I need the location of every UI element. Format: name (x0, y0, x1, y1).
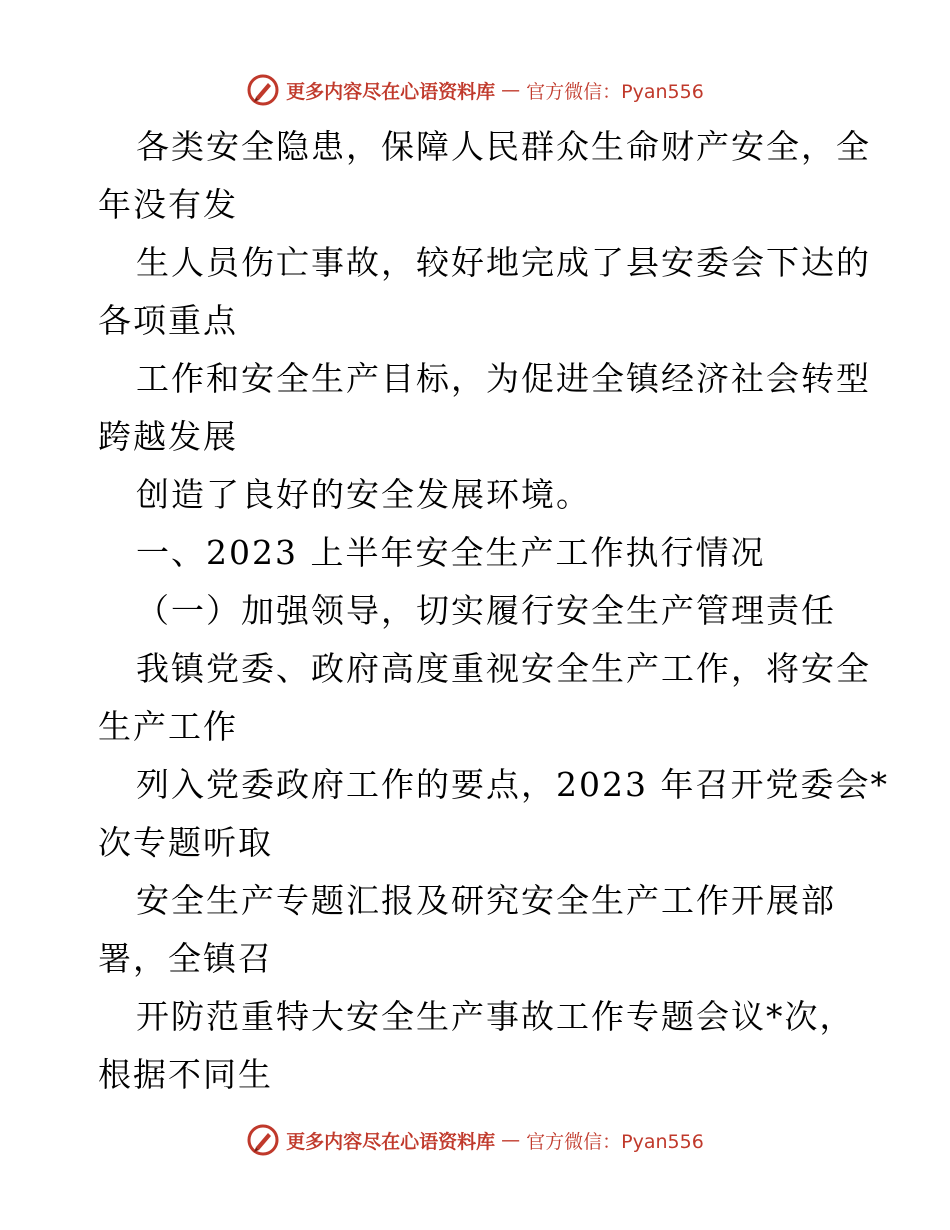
body-line: 跨越发展 (98, 417, 238, 456)
body-line: 生人员伤亡事故，较好地完成了县安委会下达的 (136, 243, 871, 282)
body-line: 各项重点 (98, 301, 238, 340)
document-body (98, 118, 889, 1104)
watermark-official-wechat: 官方微信：Pyan556 (526, 80, 704, 103)
section-heading: 一、2023 上半年安全生产工作执行情况 (136, 533, 766, 572)
watermark-separator: — (501, 79, 521, 101)
body-line: 工作和安全生产目标，为促进全镇经济社会转型 (136, 359, 871, 398)
body-line: 年没有发 (98, 185, 238, 224)
subsection-heading: （一）加强领导，切实履行安全生产管理责任 (136, 591, 836, 630)
body-line: 我镇党委、政府高度重视安全生产工作，将安全 (136, 649, 871, 688)
header-watermark (0, 70, 950, 110)
watermark-separator: — (501, 1129, 521, 1151)
body-line: 开防范重特大安全生产事故工作专题会议*次， (136, 997, 855, 1036)
body-line: 创造了良好的安全发展环境。 (136, 475, 591, 514)
watermark-brand: 更多内容尽在心语资料库 (286, 80, 496, 103)
body-line: 次专题听取 (98, 823, 273, 862)
watermark-brand: 更多内容尽在心语资料库 (286, 1130, 496, 1153)
footer-watermark (0, 1120, 950, 1160)
body-line: 署，全镇召 (98, 939, 273, 978)
body-line: 列入党委政府工作的要点，2023 年召开党委会* (136, 765, 889, 804)
pen-logo-icon (246, 1123, 280, 1157)
body-line: 生产工作 (98, 707, 238, 746)
body-line: 根据不同生 (98, 1055, 273, 1094)
body-line: 各类安全隐患，保障人民群众生命财产安全，全 (136, 127, 871, 166)
pen-logo-icon (246, 73, 280, 107)
body-line: 安全生产专题汇报及研究安全生产工作开展部 (136, 881, 836, 920)
watermark-official-wechat: 官方微信：Pyan556 (526, 1130, 704, 1153)
